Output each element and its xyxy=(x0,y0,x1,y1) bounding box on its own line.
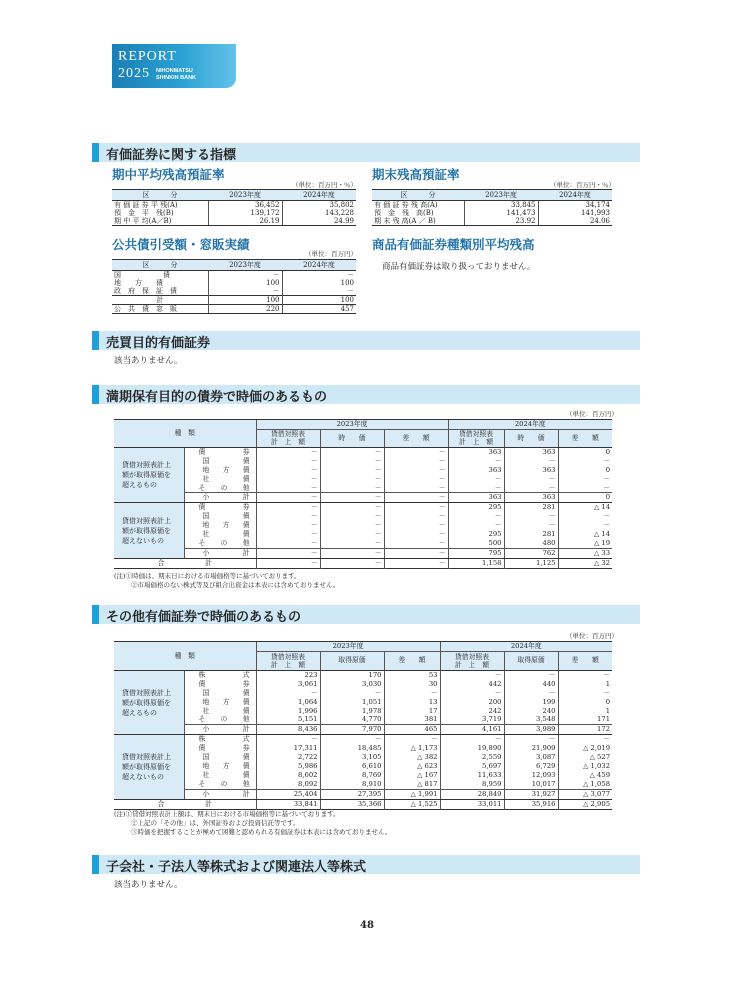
table-row: 国 債 － － － － － － xyxy=(114,512,612,521)
table-row: 貸借対照表計上額が取得原価を超えないもの 株 式 － － － － － － xyxy=(114,735,612,744)
afs-unit: （単位：百万円） xyxy=(566,632,618,640)
section-header-trading: 売買目的有価証券 xyxy=(92,331,640,350)
product-securities-text: 商品有価証券は取り扱っておりません。 xyxy=(382,262,536,272)
table-row: 国 債 2,722 3,105 △ 382 2,559 3,087 △ 527 xyxy=(114,753,612,762)
section-header-held-to-maturity: 満期保有目的の債券で時価のあるもの xyxy=(92,385,640,404)
logo-report: REPORT xyxy=(118,49,177,64)
table-row: そ の 他 － － － － － － xyxy=(114,484,612,493)
section-header-subsidiaries: 子会社・子法人等株式および関連法人等株式 xyxy=(92,855,640,874)
table-row: そ の 他 5,151 4,770 381 3,719 3,548 171 xyxy=(114,715,612,724)
table-row: そ の 他 8,092 8,910 △ 817 8,959 10,017 △ 1,058 xyxy=(114,780,612,789)
logo-year: 2025 xyxy=(118,66,150,81)
section-header-indicators: 有価証券に関する指標 xyxy=(92,143,640,162)
subsidiaries-text: 該当ありません。 xyxy=(114,880,183,890)
table-row: 貸借対照表計上額が取得原価を超えるもの 債 券 － － － 363 363 0 xyxy=(114,447,612,456)
htm-table: 種 類 2023年度 2024年度 貸借対照表 計 上 額 時 価 差 額 貸借対照表 計 上 額 時 価 差 額 貸借対照表計上額が取得原価を超えるもの 債 券 － － － 363 363 0 国 債 － － － － － － 地 方 債 － － － 363 363 0 社 債 － － － － － － そ の 他 － － － － － － 小 計 － － － 363 363 0 貸借対照表計上額が取得原価を超えないもの 債 券 － － － 295 281 △ 14 国 債 － － － － － － 地 方 債 － － － － － － 社 債 － － － 295 281 △ 14 そ の 他 － － － 500 480 △ 19 小 計 － － － 795 762 △ 33 合 計 － － － 1,158 1,125 △ 32 xyxy=(114,419,612,569)
table-row: 社 債 1,996 1,978 17 242 240 1 xyxy=(114,707,612,716)
table-row: 小 計 － － － 795 762 △ 33 xyxy=(114,548,612,558)
table-row: 社 債 － － － － － － xyxy=(114,475,612,484)
report-logo xyxy=(112,44,236,88)
table-row: 合 計 33,841 35,366 △ 1,525 33,011 35,916 △ 2,905 xyxy=(114,799,612,809)
section-header-available-for-sale: その他有価証券で時価のあるもの xyxy=(92,605,640,624)
table-row: 小 計 25,404 27,395 △ 1,991 28,849 31,927 △ 3,077 xyxy=(114,789,612,799)
logo-bank-name: NIHONMATSU SHINKIN BANK xyxy=(156,68,197,81)
table-row: 貸借対照表計上額が取得原価を超えないもの 債 券 － － － 295 281 △ 14 xyxy=(114,503,612,512)
table-row: 国 債 － － － － － － xyxy=(114,689,612,698)
avg-ratio-table: 区 分 2023年度 2024年度 有 価 証 券 平 残(A) 36,452 35,802 預 金 平 残(B) 139,172 143,228 期 中 平 均(A／B) 26.19 24.99 xyxy=(114,191,354,225)
end-ratio-table: 区 分 2023年度 2024年度 有 価 証 券 残 高(A) 33,845 34,174 預 金 残 高(B) 141,473 141,993 期 末 残 高(A ／ B) 23.92 24.06 xyxy=(374,191,610,225)
page-number: 48 xyxy=(360,920,374,931)
htm-unit: （単位：百万円） xyxy=(566,410,618,418)
table-row: 貸借対照表計上額が取得原価を超えるもの 株 式 223 170 53 － － － xyxy=(114,670,612,679)
avg-ratio-title: 期中平均残高預証率 xyxy=(112,167,225,182)
public-bond-table: 区 分 2023年度 2024年度 国 債 － － 地 方 債 100 100 政 府 保 証 債 － － 計 100 100 公 共 債 窓 販 220 457 xyxy=(114,261,354,313)
table-row: 合 計 － － － 1,158 1,125 △ 32 xyxy=(114,558,612,568)
htm-notes: (注)①時価は、期末日における市場価格等に基づいております。 ②市場価格のない株式等及び組合出資金は本表には含めておりません。 xyxy=(114,572,340,589)
table-row: 地 方 債 － － － 363 363 0 xyxy=(114,466,612,475)
table-row: 小 計 － － － 363 363 0 xyxy=(114,493,612,503)
table-row: 債 券 17,311 18,485 △ 1,173 19,890 21,909 △ 2,019 xyxy=(114,744,612,753)
end-ratio-unit: （単位：百万円・％） xyxy=(550,181,615,189)
table-row: 国 債 － － － － － － xyxy=(114,457,612,466)
product-securities-title: 商品有価証券種類別平均残高 xyxy=(372,237,535,252)
table-row: 地 方 債 5,986 6,610 △ 623 5,697 6,729 △ 1,032 xyxy=(114,762,612,771)
table-row: 債 券 3,061 3,030 30 442 440 1 xyxy=(114,680,612,689)
afs-table: 種 類 2023年度 2024年度 貸借対照表 計 上 額 取得原価 差 額 貸借対照表 計 上 額 取得原価 差 額 貸借対照表計上額が取得原価を超えるもの 株 式 223 170 53 － － － 債 券 3,061 3,030 30 442 440 1 国 債 － － － － － － 地 方 債 1,064 1,051 13 200 199 0 社 債 1,996 1,978 17 242 240 1 そ の 他 5,151 4,770 381 3,719 3,548 171 小 計 8,436 7,970 465 4,161 3,989 172 貸借対照表計上額が取得原価を超えないもの 株 式 － － － － － － 債 券 17,311 18,485 △ 1,173 19,890 21,909 △ 2,019 国 債 2,722 3,105 △ 382 2,559 3,087 △ 527 地 方 債 5,986 6,610 △ 623 5,697 6,729 △ 1,032 社 債 8,602 8,769 △ 167 11,633 12,093 △ 459 そ の 他 8,092 8,910 △ 817 8,959 10,017 △ 1,058 小 計 25,404 27,395 △ 1,991 28,849 31,927 △ 3,077 合 計 33,841 35,366 △ 1,525 33,011 35,916 △ 2,905 xyxy=(114,641,612,810)
table-row: 地 方 債 － － － － － － xyxy=(114,521,612,530)
end-ratio-title: 期末残高預証率 xyxy=(372,167,460,182)
public-bond-title: 公共債引受額・窓販実績 xyxy=(112,237,250,252)
trading-text: 該当ありません。 xyxy=(114,356,183,366)
table-row: 地 方 債 1,064 1,051 13 200 199 0 xyxy=(114,698,612,707)
table-row: 社 債 8,602 8,769 △ 167 11,633 12,093 △ 459 xyxy=(114,771,612,780)
table-row: そ の 他 － － － 500 480 △ 19 xyxy=(114,539,612,548)
afs-notes: (注)①貸借対照表計上額は、期末日における市場価格等に基づいております。 ②上記の「その他」は、外国証券および投資信託等です。 ③時価を把握することが極めて困難と認められる有価証券は本表には含めておりません。 xyxy=(114,810,392,836)
avg-ratio-unit: （単位：百万円・％） xyxy=(292,181,357,189)
public-bond-unit: （単位：百万円） xyxy=(305,250,357,258)
table-row: 小 計 8,436 7,970 465 4,161 3,989 172 xyxy=(114,725,612,735)
table-row: 社 債 － － － 295 281 △ 14 xyxy=(114,530,612,539)
